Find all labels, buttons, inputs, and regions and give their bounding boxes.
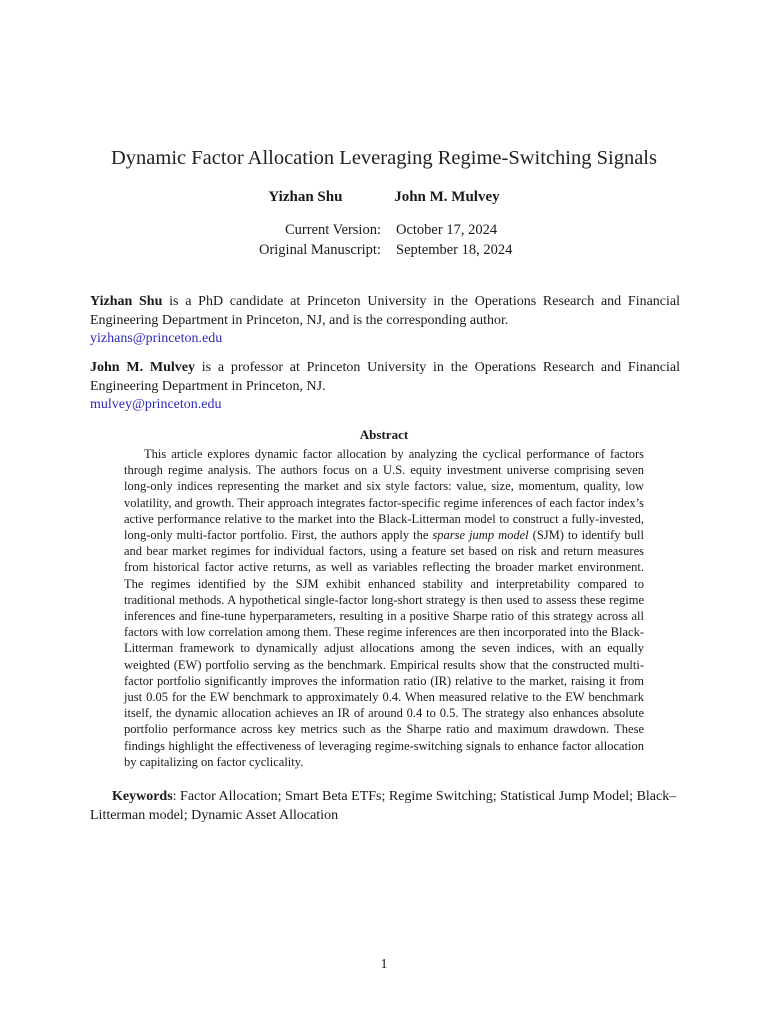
abstract-emphasis: sparse jump model	[432, 528, 529, 543]
author-name: Yizhan Shu	[268, 189, 343, 205]
bio-text: is a PhD candidate at Princeton University in the Operations Research and Financial Engineering Department in Princeton, NJ, and is the corresponding author.	[90, 294, 681, 328]
author-bio	[90, 359, 680, 415]
version-row	[200, 220, 620, 240]
page-number: 1	[380, 957, 388, 972]
bio-author-name: John M. Mulvey	[90, 360, 195, 375]
author-bio	[90, 293, 680, 349]
version-date: October 17, 2024	[396, 222, 498, 238]
paper-title: Dynamic Factor Allocation Leveraging Regime-Switching Signals	[111, 147, 657, 169]
keywords-label: Keywords	[112, 789, 173, 804]
keywords-text: : Factor Allocation; Smart Beta ETFs; Regime Switching; Statistical Jump Model; Black–Litterman model; Dynamic Asset Allocation	[90, 789, 677, 823]
author-email-link[interactable]: yizhans@princeton.edu	[90, 331, 223, 346]
abstract-text: (SJM) to identify bull and bear market regimes for individual factors, using a feature set based on risk and return measures from historical factor active returns, as well as variables reflecting the broader market environment. The regimes identified by the SJM exhibit enhanced stability and interpretability compared to traditional methods. A hypothetical single-factor long-short strategy is then used to assess these regime inferences and fine-tune hyperparameters, resulting in a positive Sharpe ratio of this strategy across all factors with low correlation among them. These regime inferences are then incorporated into the Black-Litterman framework to dynamically adjust allocations among the seven indices, with an equally weighted (EW) portfolio serving as the benchmark. Empirical results show that the constructed multi-factor portfolio significantly improves the information ratio (IR) relative to the market, raising it from just 0.05 for the EW benchmark to approximately 0.4. When measured relative to the EW benchmark itself, the dynamic allocation achieves an IR of around 0.4 to 0.5. The strategy also enhances absolute portfolio performance across key metrics such as the Sharpe ratio and maximum drawdown. These findings highlight the effectiveness of leveraging regime-switching signals to enhance factor allocation by capitalizing on factor cyclicality.	[124, 528, 644, 769]
version-label: Original Manuscript:	[258, 242, 381, 258]
version-date: September 18, 2024	[396, 242, 513, 258]
bio-text: is a professor at Princeton University in the Operations Research and Financial Engineering Department in Princeton, NJ.	[90, 360, 681, 394]
keywords	[90, 788, 682, 825]
author-list	[0, 186, 768, 208]
bio-author-name: Yizhan Shu	[90, 294, 163, 309]
version-label: Current Version:	[285, 222, 381, 238]
abstract-body	[124, 446, 644, 770]
version-info	[200, 220, 620, 260]
abstract-text: This article explores dynamic factor allocation by analyzing the cyclical performance of factors through regime analysis. The authors focus on a U.S. equity investment universe comprising seven long-only indices representing the market and six style factors: value, size, momentum, quality, low volatility, and growth. Their approach integrates factor-specific regime inferences of each factor index’s active performance relative to the market into the Black-Litterman model to construct a fully-invested, long-only multi-factor portfolio. First, the authors apply the	[124, 447, 644, 543]
author-name: John M. Mulvey	[394, 189, 500, 205]
abstract-heading: Abstract	[359, 427, 409, 442]
author-email-link[interactable]: mulvey@princeton.edu	[90, 397, 222, 412]
version-row	[200, 240, 620, 260]
